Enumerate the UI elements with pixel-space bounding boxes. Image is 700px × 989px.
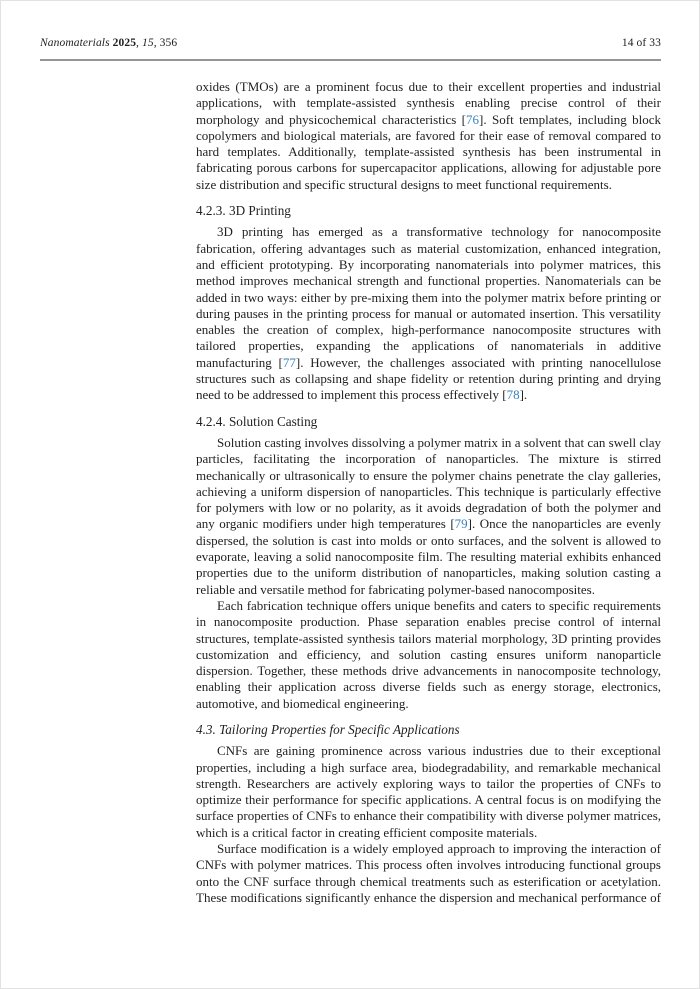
- text-run: oxides (TMOs) are a prominent focus due to their excellent properties and industrial applications, with template-assisted synthesis enabling precise control of their morphology and physicochemical characteristics [: [196, 79, 661, 127]
- text-run: ]. Once the nanoparticles are evenly dispersed, the solution is cast into molds or onto surfaces, and the solvent is allowed to evaporate, leaving a solid nanocomposite film. The resulting material exhibits enhanced properties due to the uniform distribution of nanoparticles, making solution casting a reliable and versatile method for fabricating polymer-based nanocomposites.: [196, 516, 662, 597]
- text-run: Each fabrication technique offers unique benefits and caters to specific requirements in nanocomposite production. Phase separation enables precise control of internal structures, template-assisted synthesis tailors material morphology, 3D printing provides customization and efficiency, and solution casting ensures uniform nanoparticle dispersion. Together, these methods drive advancements in nanocomposite technology, enabling their application across diverse fields such as energy storage, electronics, automotive, and biomedical engineering.: [196, 597, 661, 711]
- paragraph-cnf-prominence: [196, 743, 661, 841]
- text-run: ]. However, the challenges associated with printing nanocellulose structures such as collapsing and shape fidelity or retention during printing and drying need to be addressed to implement this process effectively [: [196, 354, 661, 403]
- citation-ref-link[interactable]: 76: [466, 111, 480, 127]
- heading-4-2-4-solution-casting: 4.2.4. Solution Casting: [196, 413, 318, 429]
- paragraph-surface-modification: [196, 841, 661, 906]
- text-run: CNFs are gaining prominence across various industries due to their exceptional properties, including a high surface area, biodegradability, and remarkable mechanical strength. Researchers are actively exploring ways to tailor the properties of CNFs to optimize their performance for specific applications. A central focus is on modifying the surface properties of CNFs to enhance their compatibility with diverse polymer matrices, which is a critical factor in creating efficient composite materials.: [196, 743, 661, 840]
- paragraph-3d-printing: [196, 224, 661, 403]
- journal-citation: [40, 37, 177, 49]
- text-run: 3D printing has emerged as a transformative technology for nanocomposite fabrication, offering advantages such as material customization, enhanced integration, and efficient prototyping. By incorporating nanomaterials into polymer matrices, this method improves mechanical strength and functional properties. Nanomaterials can be added in two ways: either by pre-mixing them into the polymer matrix before printing or during pauses in the printing process for manual or automated insertion. This versatility enables the creation of complex, high-performance nanocomposite structures with tailored properties, expanding the applications of nanomaterials in additive manufacturing [: [196, 224, 661, 370]
- text-run: ]. Soft templates, including block copolymers and biological materials, are favored for their ease of removal compared to hard templates. Additionally, template-assisted synthesis has been instrumental in fabricating porous carbons for supercapacitor applications, allowing for adjustable pore size distribution and specific structural designs to meet functional requirements.: [196, 111, 661, 192]
- page-number: 14 of 33: [621, 37, 661, 49]
- paragraph-template-assisted-synthesis: [196, 79, 661, 193]
- citation-ref-link[interactable]: 78: [506, 387, 520, 403]
- citation-separator: ,: [136, 37, 142, 49]
- citation-article-number: , 356: [153, 37, 178, 49]
- citation-ref-link[interactable]: 77: [282, 354, 296, 370]
- journal-name: Nanomaterials: [40, 37, 113, 49]
- text-run: ].: [519, 387, 528, 403]
- header-rule: [40, 59, 661, 61]
- text-run: Surface modification is a widely employed approach to improving the interaction of CNFs with polymer matrices. This process often involves introducing functional groups onto the CNF surface through chemical treatments such as esterification or acetylation. These modifications significantly enhance the dispersion and mechanical performance of: [196, 841, 661, 905]
- paragraph-fabrication-summary: [196, 598, 661, 712]
- citation-year: 2025: [112, 37, 137, 49]
- paragraph-solution-casting: [196, 435, 661, 598]
- heading-4-3-tailoring-properties: 4.3. Tailoring Properties for Specific Applications: [196, 721, 460, 737]
- page-content: [196, 79, 661, 906]
- text-run: Solution casting involves dissolving a polymer matrix in a solvent that can swell clay particles, facilitating the incorporation of nanoparticles. The mixture is stirred mechanically or ultrasonically to ensure the polymer chains penetrate the clay galleries, achieving a uniform dispersion of nanoparticles. This technique is particularly effective for polymers with low or no polarity, as it avoids degradation of both the polymer and any organic modifiers under high temperatures [: [196, 434, 661, 532]
- citation-ref-link[interactable]: 79: [454, 516, 468, 532]
- citation-volume: 15: [142, 37, 154, 49]
- page-header: [40, 37, 661, 49]
- heading-4-2-3-3d-printing: 4.2.3. 3D Printing: [196, 203, 291, 219]
